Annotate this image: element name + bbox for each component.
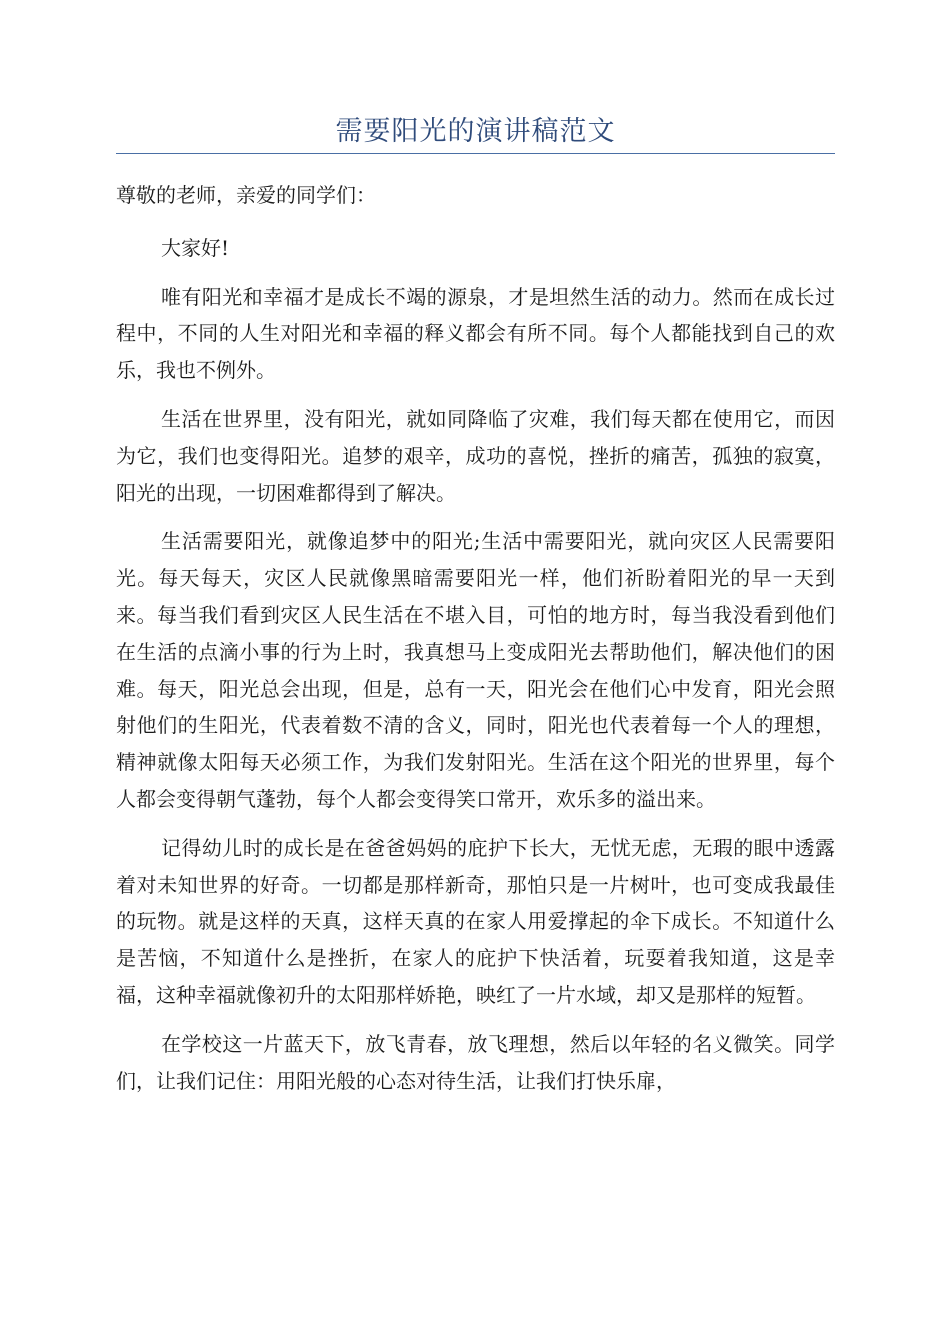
salutation: 尊敬的老师，亲爱的同学们： (116, 183, 376, 207)
paragraph-1: 唯有阳光和幸福才是成长不竭的源泉，才是坦然生活的动力。然而在成长过程中，不同的人生对阳光和幸福的释义都会有所不同。每个人都能找到自己的欢乐，我也不例外。 (116, 284, 835, 383)
document-title: 需要阳光的演讲稿范文 (335, 116, 616, 147)
paragraph-3: 生活需要阳光，就像追梦中的阳光;生活中需要阳光，就向灾区人民需要阳光。每天每天，灾区人民就像黑暗需要阳光一样，他们祈盼着阳光的早一天到来。每当我们看到灾区人民生活在不堪入目，可怕的地方时，每当我没看到他们在生活的点滴小事的行为上时，我真想马上变成阳光去帮助他们，解决他们的困难。每天，阳光总会出现，但是，总有一天，阳光会在他们心中发育，阳光会照射他们的生阳光，代表着数不清的含义，同时，阳光也代表着每一个人的理想，精神就像太阳每天必须工作，为我们发射阳光。生活在这个阳光的世界里，每个人都会变得朝气蓬勃，每个人都会变得笑口常开，欢乐多的溢出来。 (116, 529, 835, 811)
document-body (116, 177, 835, 1111)
paragraph-4: 记得幼儿时的成长是在爸爸妈妈的庇护下长大，无忧无虑，无瑕的眼中透露着对未知世界的好奇。一切都是那样新奇，那怕只是一片树叶，也可变成我最佳的玩物。就是这样的天真，这样天真的在家人用爱撑起的伞下成长。不知道什么是苦恼，不知道什么是挫折，在家人的庇护下快活着，玩耍着我知道，这是幸福，这种幸福就像初升的太阳那样娇艳，映红了一片水域，却又是那样的短暂。 (116, 835, 835, 1007)
paragraph-2: 生活在世界里，没有阳光，就如同降临了灾难，我们每天都在使用它，而因为它，我们也变得阳光。追梦的艰辛，成功的喜悦，挫折的痛苦，孤独的寂寞，阳光的出现，一切困难都得到了解决。 (116, 406, 835, 505)
paragraph-greeting: 大家好! (161, 235, 230, 260)
paragraph-5: 在学校这一片蓝天下，放飞青春，放飞理想，然后以年轻的名义微笑。同学们，让我们记住：用阳光般的心态对待生活，让我们打快乐扉， (116, 1031, 835, 1093)
title-underline (116, 153, 835, 154)
